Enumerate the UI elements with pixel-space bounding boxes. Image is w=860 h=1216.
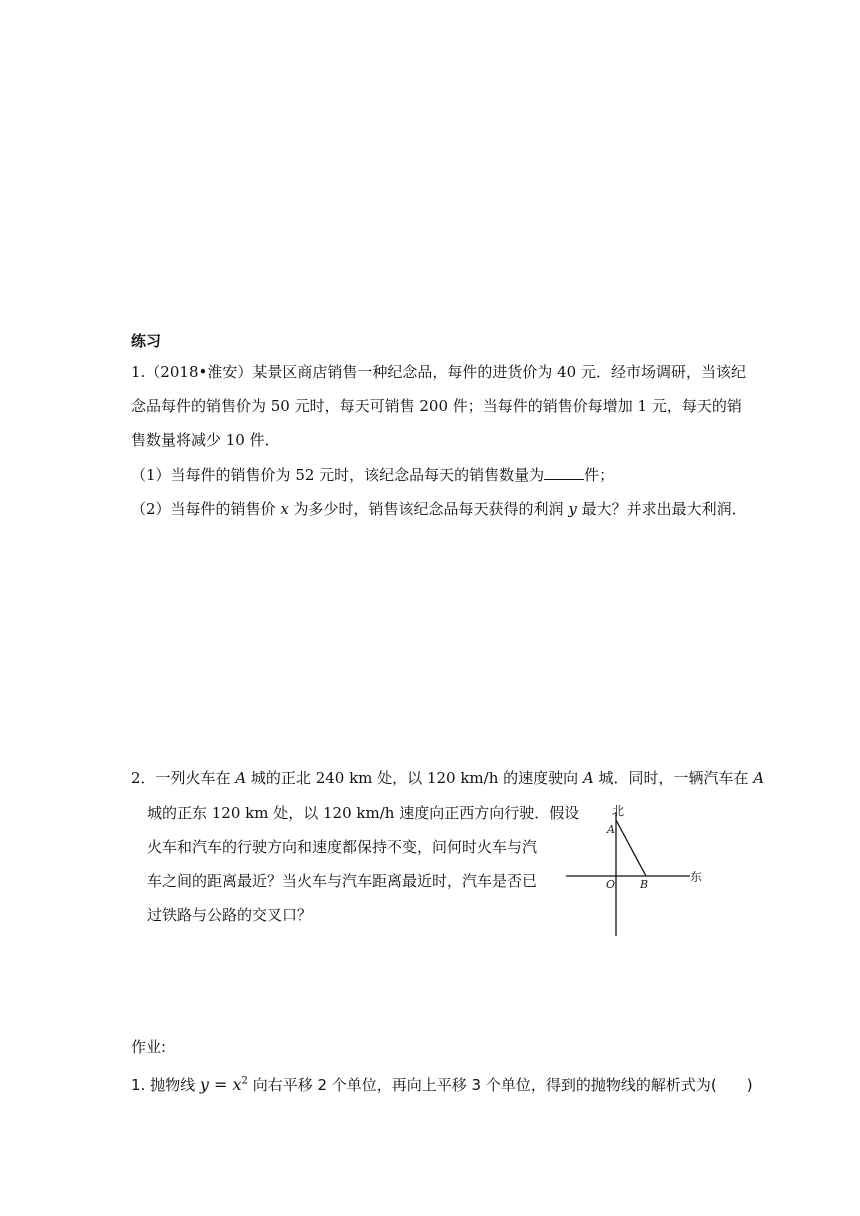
answer-blank[interactable]	[544, 465, 584, 480]
practice-heading: 练习	[131, 332, 162, 350]
homework-q1	[131, 1074, 753, 1095]
variable-y: y	[568, 500, 577, 518]
q2-line1-c: 城．同时，一辆汽车在	[593, 769, 754, 787]
variable-a: A	[753, 769, 765, 787]
q1-line2: 念品每件的销售价为 50 元时，每天可销售 200 件；当每件的销售价每增加 1 元，每天的销	[131, 397, 742, 415]
formula	[200, 1075, 248, 1094]
variable-x: x	[280, 500, 289, 518]
q2-line1-a: 2．一列火车在	[131, 769, 236, 787]
formula-equals: =	[208, 1075, 233, 1094]
formula-lhs: y	[199, 1075, 209, 1094]
q1-sub2-text-a: （2）当每件的销售价	[131, 500, 281, 518]
point-b-label: B	[640, 878, 649, 891]
segment-ab	[616, 820, 646, 876]
q1-sub1-text: （1）当每件的销售价为 52 元时，该纪念品每天的销售数量为	[131, 466, 545, 484]
q1-line3: 售数量将减少 10 件．	[131, 431, 280, 449]
formula-base: x	[232, 1075, 242, 1094]
q1-sub2-text-c: 最大？并求出最大利润．	[576, 500, 747, 518]
q1-sub1	[131, 464, 614, 485]
east-label: 东	[690, 870, 703, 884]
formula-exponent: 2	[241, 1075, 248, 1087]
point-o-label: O	[606, 878, 616, 891]
q1-sub1-unit: 件；	[584, 466, 615, 484]
variable-a: A	[582, 769, 594, 787]
hw-q1-text-a: 抛物线	[150, 1076, 196, 1094]
hw-q1-number: 1.	[131, 1076, 146, 1094]
q2-line4: 车之间的距离最近？当火车与汽车距离最近时，汽车是否已	[147, 872, 538, 890]
q1-sub2	[131, 498, 747, 519]
q2-line3: 火车和汽车的行驶方向和速度都保持不变，问何时火车与汽	[147, 838, 538, 856]
q2-line1	[131, 767, 764, 788]
q2-line1-b: 城的正北 240 km 处，以 120 km/h 的速度驶向	[246, 769, 583, 787]
north-label: 北	[612, 804, 625, 818]
q1-line1: 1.（2018•淮安）某景区商店销售一种纪念品，每件的进货价为 40 元．经市场调研，当该纪	[131, 363, 746, 381]
hw-q1-text-b: 向右平移 2 个单位，再向上平移 3 个单位，得到的抛物线的解析式为( )	[252, 1076, 753, 1094]
variable-a: A	[235, 769, 247, 787]
point-a-label: A	[607, 823, 615, 836]
q2-line5: 过铁路与公路的交叉口？	[147, 906, 313, 924]
q1-sub2-text-b: 为多少时，销售该纪念品每天获得的利润	[288, 500, 569, 518]
coordinate-figure	[560, 800, 720, 940]
homework-heading: 作业:	[131, 1038, 167, 1056]
q2-line2: 城的正东 120 km 处，以 120 km/h 速度向正西方向行驶．假设	[147, 804, 580, 822]
